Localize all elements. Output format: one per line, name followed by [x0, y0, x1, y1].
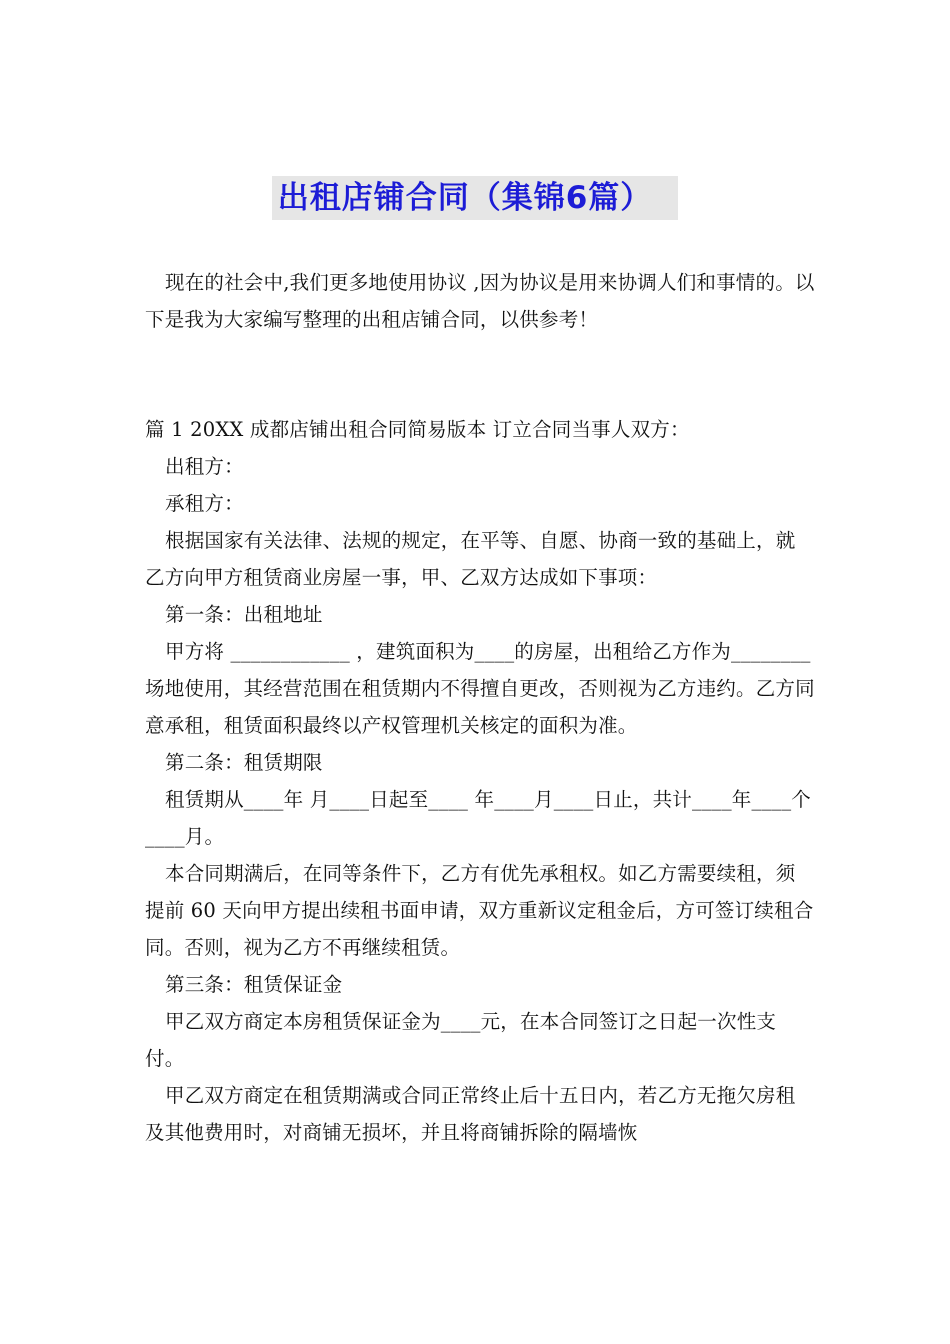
article-1-body: 甲方将 ____________ ，建筑面积为____的房屋，出租给乙方作为________场地使用，其经营范围在租赁期内不得擅自更改，否则视为乙方违约。乙方同意承租，租赁面积最终以产权管理机关核定的面积为准。 [145, 640, 815, 737]
intro-paragraph: 现在的社会中,我们更多地使用协议 ,因为协议是用来协调人们和事情的。以下是我为大家编写整理的出租店铺合同，以供参考！ [145, 271, 815, 331]
document-title: 出租店铺合同（集锦6篇） [272, 176, 679, 220]
contract-body [145, 411, 815, 1151]
preamble-paragraph: 根据国家有关法律、法规的规定，在平等、自愿、协商一致的基础上，就乙方向甲方租赁商业房屋一事，甲、乙双方达成如下事项： [145, 529, 796, 589]
lessor-label: 出租方： [165, 455, 244, 478]
article-2-title: 第二条：租赁期限 [165, 751, 323, 774]
article-3-body: 甲乙双方商定本房租赁保证金为____元，在本合同签订之日起一次性支付。 [145, 1010, 777, 1070]
article-3-refund: 甲乙双方商定在租赁期满或合同正常终止后十五日内，若乙方无拖欠房租及其他费用时，对商铺无损坏，并且将商铺拆除的隔墙恢 [145, 1084, 796, 1144]
article-1-title: 第一条：出租地址 [165, 603, 323, 626]
intro-section [145, 264, 815, 338]
article-2-renewal: 本合同期满后，在同等条件下，乙方有优先承租权。如乙方需要续租，须提前 60 天向甲方提出续租书面申请，双方重新议定租金后，方可签订续租合同。否则，视为乙方不再继续租赁。 [145, 862, 814, 959]
contract-heading: 篇 1 20XX 成都店铺出租合同简易版本 订立合同当事人双方： [145, 418, 690, 441]
lessee-label: 承租方： [165, 492, 244, 515]
article-3-title: 第三条：租赁保证金 [165, 973, 343, 996]
title-container [0, 176, 950, 220]
article-2-body: 租赁期从____年 月____日起至____ 年____月____日止，共计____年____个____月。 [145, 788, 811, 848]
